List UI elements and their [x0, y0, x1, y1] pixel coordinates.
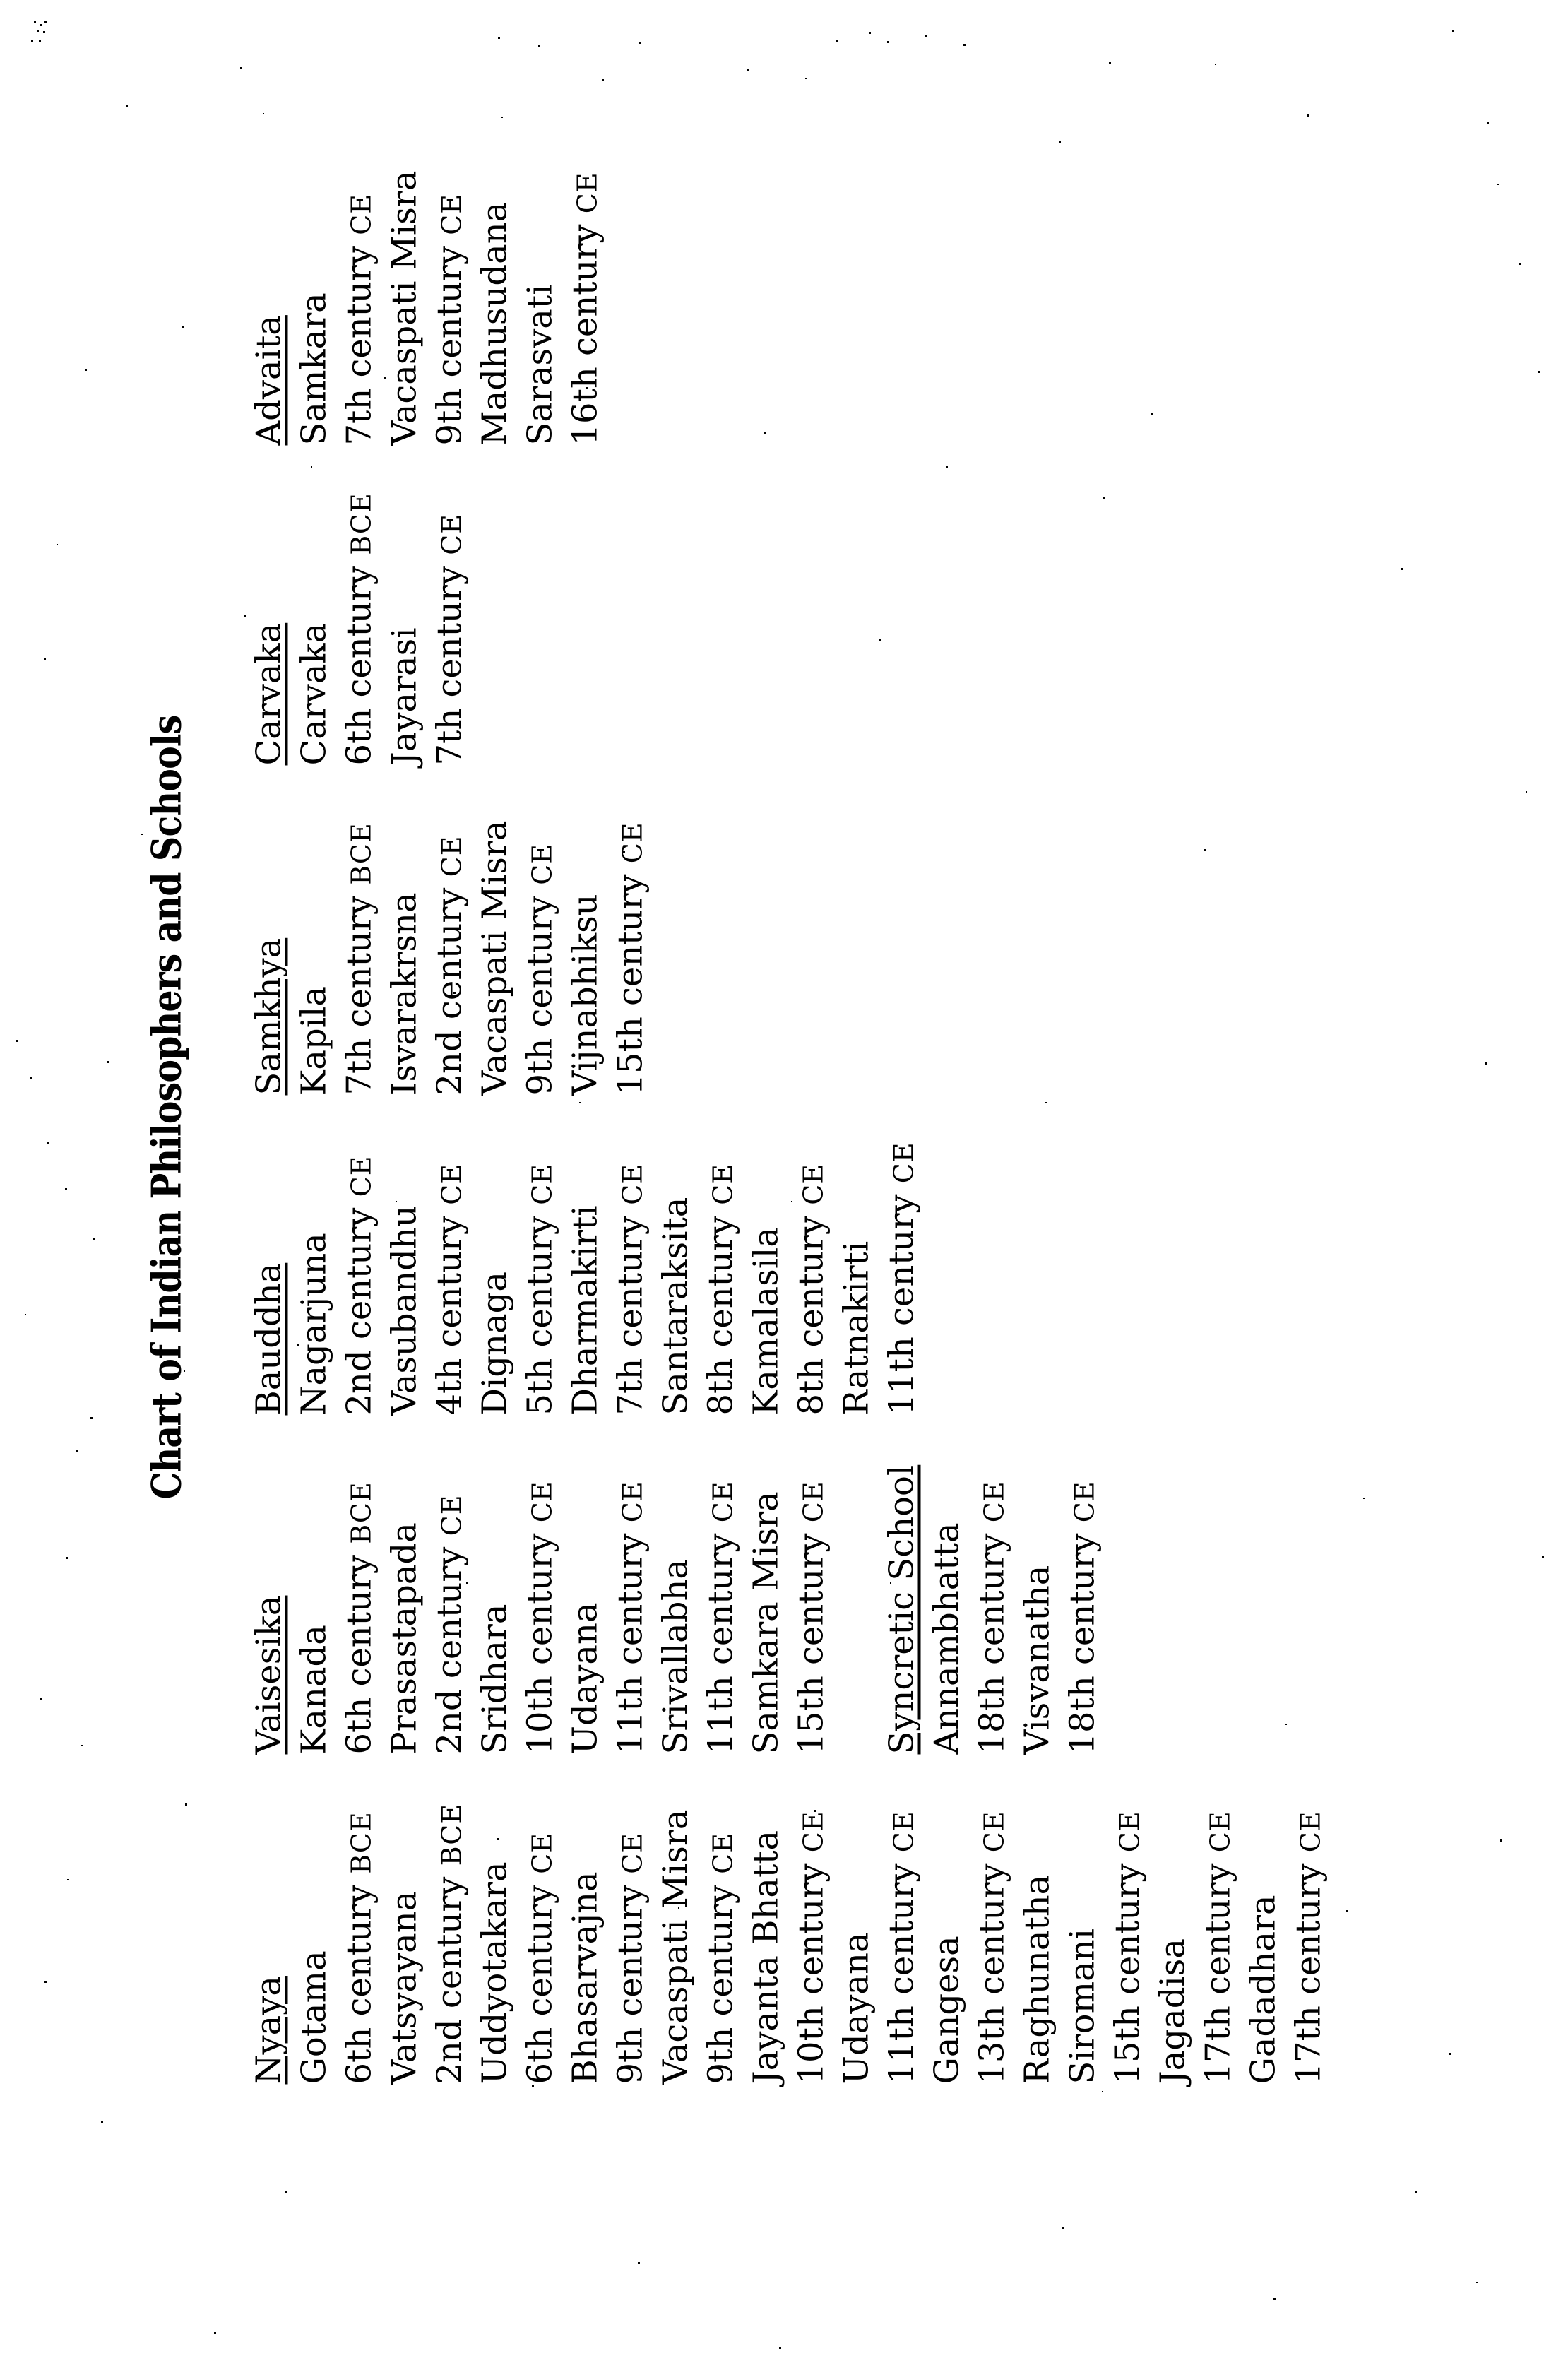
era-label: CE	[527, 1481, 558, 1522]
date-line	[970, 1465, 1015, 1755]
date-line	[337, 1803, 382, 2085]
date-line	[427, 821, 473, 1096]
era-label: CE	[572, 172, 603, 213]
date-text: 11th century	[882, 1183, 922, 1415]
date-line	[427, 1142, 473, 1415]
era-label: CE	[1205, 1811, 1236, 1852]
date-line	[699, 1803, 744, 2085]
date-line	[1105, 1803, 1151, 2085]
date-line	[789, 1465, 834, 1755]
date-text: 7th century	[430, 555, 470, 766]
date-text: 17th century	[1199, 1852, 1238, 2084]
scanned-page	[1, 1, 1568, 2358]
philosopher-name: Madhusudana	[473, 171, 518, 446]
date-line	[1196, 1803, 1241, 2085]
era-label: CE	[798, 1481, 829, 1522]
date-text: 15th century	[1108, 1852, 1148, 2084]
era-label: CE	[889, 1142, 920, 1183]
era-label: CE	[527, 1832, 558, 1874]
era-label: CE	[708, 1481, 739, 1522]
philosopher-name: Vatsyayana	[382, 1803, 427, 2085]
era-label: CE	[708, 1163, 739, 1205]
philosopher-name: Vacaspati Misra	[473, 821, 518, 1096]
philosopher-name: Gangesa	[925, 1803, 970, 2085]
school-header: Advaita	[247, 171, 292, 446]
era-label: CE	[708, 1832, 739, 1874]
philosopher-name: Jayanta Bhatta	[744, 1803, 789, 2085]
column-samkhya	[247, 821, 653, 1096]
date-line	[518, 1465, 563, 1755]
date-line	[1060, 1465, 1105, 1755]
date-text: 17th century	[1289, 1852, 1329, 2084]
date-text: 2nd century	[430, 877, 470, 1095]
date-text: 5th century	[521, 1205, 560, 1416]
date-text: 9th century	[430, 235, 470, 446]
era-label: CE	[617, 822, 648, 863]
era-label: CE	[1115, 1811, 1146, 1852]
era-label: CE	[436, 514, 468, 555]
era-label: BCE	[346, 1811, 377, 1873]
era-label: CE	[979, 1481, 1010, 1522]
date-line	[427, 171, 473, 446]
date-text: 7th century	[340, 235, 379, 446]
date-line	[789, 1803, 834, 2085]
date-text: 2nd century	[340, 1197, 379, 1415]
era-label: BCE	[436, 1803, 468, 1866]
philosopher-name: Kanada	[292, 1465, 337, 1755]
philosopher-name: Bhasarvajna	[563, 1803, 608, 2085]
date-line	[699, 1142, 744, 1415]
school-header: Samkhya	[247, 821, 292, 1096]
era-label: CE	[527, 843, 558, 885]
philosopher-name: Ratnakirti	[834, 1142, 879, 1415]
philosopher-name: Carvaka	[292, 492, 337, 765]
column-carvaka	[247, 492, 473, 765]
date-text: 18th century	[973, 1522, 1012, 1754]
date-text: 8th century	[792, 1205, 831, 1416]
date-text: 6th century	[521, 1874, 560, 2085]
philosopher-name: Raghunatha	[1015, 1803, 1060, 2085]
date-text: 16th century	[566, 213, 605, 445]
philosopher-name: Visvanatha	[1015, 1465, 1060, 1755]
philosopher-name: Udayana	[834, 1803, 879, 2085]
philosopher-name: Uddyotakara	[473, 1803, 518, 2085]
column-advaita	[247, 171, 608, 446]
philosopher-name: Kamalasila	[744, 1142, 789, 1415]
column-nyaya	[247, 1803, 1331, 2085]
date-line	[518, 1803, 563, 2085]
philosopher-name: Siromani	[1060, 1803, 1105, 2085]
date-line	[970, 1803, 1015, 2085]
philosopher-name: Gadadhara	[1241, 1803, 1286, 2085]
philosopher-name: Jagadisa	[1151, 1803, 1196, 2085]
date-text: 18th century	[1063, 1522, 1103, 1754]
school-header: Bauddha	[247, 1142, 292, 1415]
date-text: 2nd century	[430, 1866, 470, 2084]
date-text: 7th century	[340, 885, 379, 1096]
date-text: 15th century	[611, 863, 651, 1095]
date-line	[608, 1142, 653, 1415]
era-label: CE	[436, 194, 468, 235]
date-text: 11th century	[882, 1852, 922, 2084]
philosopher-name: Udayana	[563, 1465, 608, 1755]
philosopher-name: Prasastapada	[382, 1465, 427, 1755]
era-label: CE	[617, 1481, 648, 1522]
date-text: 10th century	[792, 1852, 831, 2084]
date-text: 9th century	[521, 885, 560, 1096]
school-header: Nyaya	[247, 1803, 292, 2085]
date-line	[563, 171, 608, 446]
philosopher-name: Gotama	[292, 1803, 337, 2085]
philosopher-name: Nagarjuna	[292, 1142, 337, 1415]
date-line	[608, 1465, 653, 1755]
date-line	[427, 492, 473, 765]
date-line	[518, 1142, 563, 1415]
date-text: 15th century	[792, 1522, 831, 1754]
date-line	[699, 1465, 744, 1755]
date-line	[337, 1142, 382, 1415]
date-line	[608, 821, 653, 1096]
date-line	[337, 492, 382, 765]
date-text: 11th century	[611, 1522, 651, 1754]
era-label: CE	[346, 1156, 377, 1197]
date-text: 2nd century	[430, 1536, 470, 1754]
date-text: 9th century	[701, 1874, 741, 2085]
era-label: CE	[527, 1163, 558, 1205]
philosopher-name: Dignaga	[473, 1142, 518, 1415]
philosopher-name: Vacaspati Misra	[653, 1803, 699, 2085]
date-line	[518, 821, 563, 1096]
column-bauddha	[247, 1142, 925, 1415]
date-text: 6th century	[340, 1544, 379, 1755]
philosopher-name: Vasubandhu	[382, 1142, 427, 1415]
philosopher-name: Dharmakirti	[563, 1142, 608, 1415]
date-text: 6th century	[340, 1874, 379, 2085]
school-header: Vaisesika	[247, 1465, 292, 1755]
philosopher-name: Vacaspati Misra	[382, 171, 427, 446]
era-label: CE	[1069, 1481, 1100, 1522]
era-label: CE	[617, 1163, 648, 1205]
date-text: 7th century	[611, 1205, 651, 1416]
date-line	[1286, 1803, 1331, 2085]
date-line	[879, 1142, 925, 1415]
era-label: BCE	[346, 1481, 377, 1544]
era-label: CE	[979, 1811, 1010, 1852]
date-text: 4th century	[430, 1205, 470, 1416]
philosopher-name: Santaraksita	[653, 1142, 699, 1415]
date-text: 8th century	[701, 1205, 741, 1416]
philosopher-name: Samkara Misra	[744, 1465, 789, 1755]
era-label: CE	[889, 1811, 920, 1852]
era-label: BCE	[346, 492, 377, 555]
date-line	[337, 171, 382, 446]
date-line	[427, 1465, 473, 1755]
date-line	[337, 1465, 382, 1755]
date-line	[427, 1803, 473, 2085]
date-line	[337, 821, 382, 1096]
era-label: CE	[798, 1163, 829, 1205]
era-label: CE	[436, 1495, 468, 1536]
column-vaisesika	[247, 1465, 1105, 1755]
philosopher-name: Annambhatta	[925, 1465, 970, 1755]
date-text: 11th century	[701, 1522, 741, 1754]
date-text: 9th century	[611, 1874, 651, 2085]
era-label: CE	[346, 194, 377, 235]
date-line	[789, 1142, 834, 1415]
school-header: Carvaka	[247, 492, 292, 765]
era-label: CE	[436, 836, 468, 877]
era-label: CE	[1295, 1811, 1326, 1852]
school-header: Syncretic School	[879, 1465, 925, 1755]
philosopher-name: Vijnabhiksu	[563, 821, 608, 1096]
date-text: 13th century	[973, 1852, 1012, 2084]
philosopher-name: Sridhara	[473, 1465, 518, 1755]
era-label: BCE	[346, 822, 377, 884]
era-label: CE	[617, 1832, 648, 1874]
era-label: CE	[798, 1811, 829, 1852]
date-line	[879, 1803, 925, 2085]
philosopher-name: Isvarakrsna	[382, 821, 427, 1096]
philosopher-name: Kapila	[292, 821, 337, 1096]
date-text: 10th century	[521, 1522, 560, 1754]
era-label: CE	[436, 1163, 468, 1205]
philosopher-name: Srivallabha	[653, 1465, 699, 1755]
philosopher-name: Samkara	[292, 171, 337, 446]
date-line	[608, 1803, 653, 2085]
philosopher-name: Sarasvati	[518, 171, 563, 446]
philosopher-name: Jayarasi	[382, 492, 427, 765]
blank-line	[834, 1465, 879, 1755]
page-title: Chart of Indian Philosophers and Schools	[143, 716, 191, 1500]
date-text: 6th century	[340, 555, 379, 766]
